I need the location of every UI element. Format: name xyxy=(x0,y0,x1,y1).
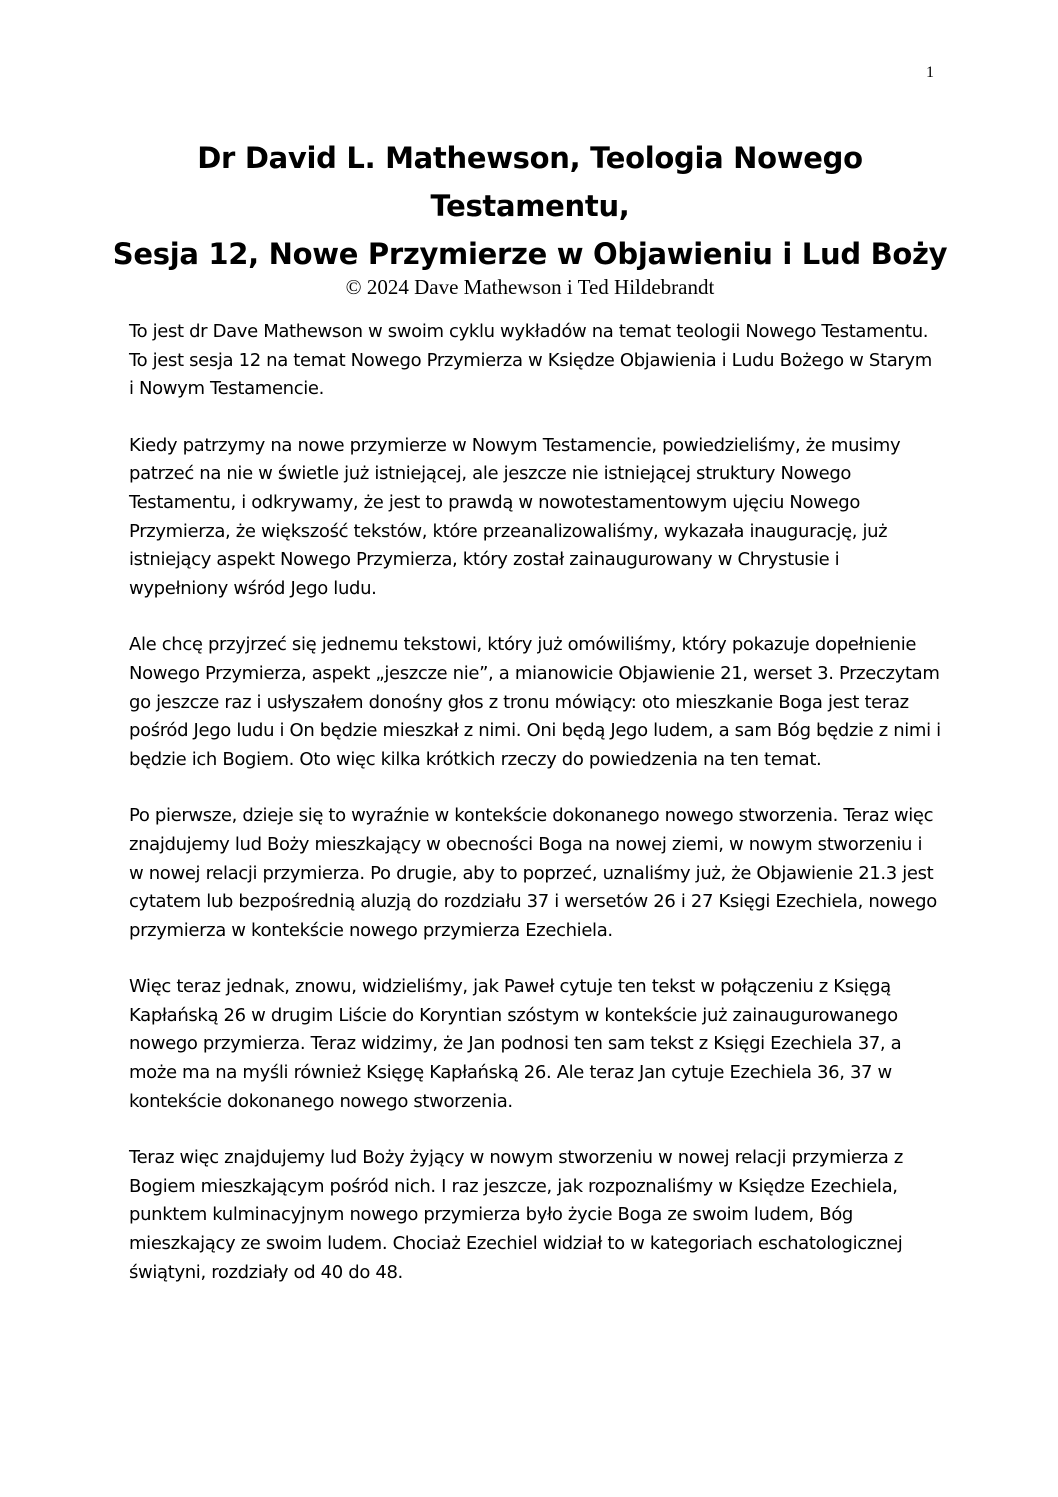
paragraph-6: Teraz więc znajdujemy lud Boży żyjący w nowym stworzeniu w nowej relacji przymierza z Bogiem mieszkającym pośród nich. I raz jeszcze, jak rozpoznaliśmy w Księdze Ezechiela, punktem kulminacyjnym nowego przymierza było życie Boga ze swoim ludem, Bóg mieszkający ze swoim ludem. Chociaż Ezechiel widział to w kategoriach eschatologicznej świątyni, rozdziały od 40 do 48. xyxy=(129,1147,903,1283)
paragraph-2: Kiedy patrzymy na nowe przymierze w Nowym Testamencie, powiedzieliśmy, że musimy patrzeć na nie w świetle już istniejącej, ale jeszcze nie istniejącej struktury Nowego Testamentu, i odkrywamy, że jest to prawdą w nowotestamentowym ujęciu Nowego Przymierza, że większość tekstów, które przeanalizowaliśmy, wykazała inaugurację, już istniejący aspekt Nowego Przymierza, który został zainaugurowany w Chrystusie i wypełniony wśród Jego ludu. xyxy=(129,434,901,599)
copyright-notice: © 2024 Dave Mathewson i Ted Hildebrandt xyxy=(345,275,715,299)
page-number: 1 xyxy=(926,64,934,81)
document-title-line-3: Sesja 12, Nowe Przymierze w Objawieniu i Lud Boży xyxy=(112,237,948,271)
document-header xyxy=(100,134,960,300)
paragraph-3: Ale chcę przyjrzeć się jednemu tekstowi, który już omówiliśmy, który pokazuje dopełnienie Nowego Przymierza, aspekt „jeszcze nie”, a mianowicie Objawienie 21, werset 3. Przeczytam go jeszcze raz i usłyszałem donośny głos z tronu mówiący: oto mieszkanie Boga jest teraz pośród Jego ludu i On będzie mieszkał z nimi. Oni będą Jego ludem, a sam Bóg będzie z nimi i będzie ich Bogiem. Oto więc kilka krótkich rzeczy do powiedzenia na ten temat. xyxy=(129,634,941,770)
document-title-line-2: Testamentu, xyxy=(430,189,630,223)
document-body xyxy=(129,318,941,1315)
paragraph-5: Więc teraz jednak, znowu, widzieliśmy, jak Paweł cytuje ten tekst w połączeniu z Księgą Kapłańską 26 w drugim Liście do Koryntian szóstym w kontekście już zainaugurowanego nowego przymierza. Teraz widzimy, że Jan podnosi ten sam tekst z Księgi Ezechiela 37, a może ma na myśli również Księgę Kapłańską 26. Ale teraz Jan cytuje Ezechiela 36, 37 w kontekście dokonanego nowego stworzenia. xyxy=(129,976,902,1112)
paragraph-1: To jest dr Dave Mathewson w swoim cyklu wykładów na temat teologii Nowego Testamentu. To jest sesja 12 na temat Nowego Przymierza w Księdze Objawienia i Ludu Bożego w Starym i Nowym Testamencie. xyxy=(129,321,932,400)
document-title-line-1: Dr David L. Mathewson, Teologia Nowego xyxy=(197,141,863,175)
paragraph-4: Po pierwsze, dzieje się to wyraźnie w kontekście dokonanego nowego stworzenia. Teraz więc znajdujemy lud Boży mieszkający w obecności Boga na nowej ziemi, w nowym stworzeniu i w nowej relacji przymierza. Po drugie, aby to poprzeć, uznaliśmy już, że Objawienie 21.3 jest cytatem lub bezpośrednią aluzją do rozdziału 37 i wersetów 26 i 27 Księgi Ezechiela, nowego przymierza w kontekście nowego przymierza Ezechiela. xyxy=(129,805,937,941)
